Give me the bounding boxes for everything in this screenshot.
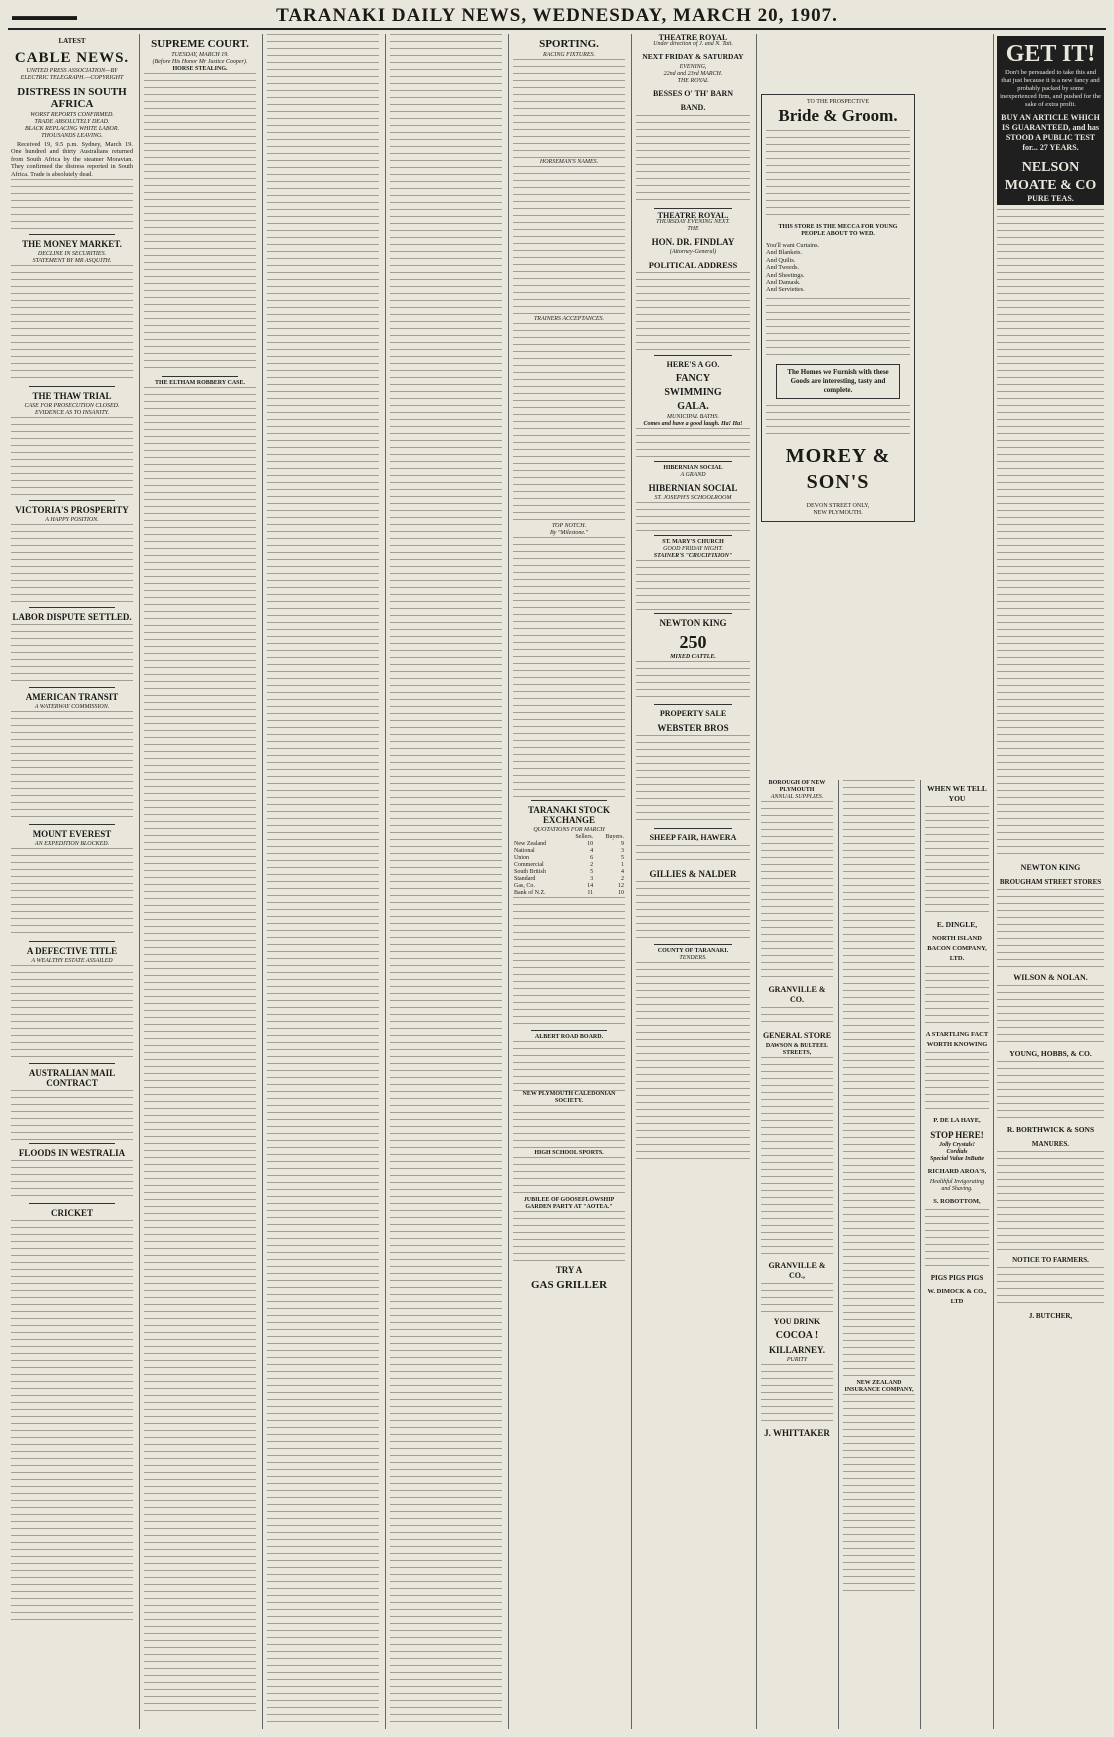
article-heading: DISTRESS IN SOUTH AFRICA (17, 86, 127, 110)
case-title: THE ELTHAM ROBBERY CASE. (154, 380, 246, 386)
ad-line: EVENING, (679, 64, 707, 70)
ad-title: E. DINGLE, (936, 920, 978, 929)
article-text-block (11, 265, 133, 383)
article-heading: VICTORIA'S PROSPERITY (15, 505, 129, 516)
article-text-block (390, 34, 502, 1724)
ad-title: ST. MARY'S CHURCH (662, 539, 724, 545)
column-header: Sellers. (575, 834, 594, 840)
ad-heading: HIBERNIAN SOCIAL (648, 483, 738, 493)
article-text-block (513, 1211, 625, 1261)
page-marker: ▬▬▬▬▬ (12, 8, 77, 23)
ad-heading: HON. DR. FINDLAY (651, 237, 735, 247)
table-row: Gas, Co. 14 12 (514, 883, 624, 889)
article-text-block (11, 524, 133, 604)
column-small-ads (922, 780, 992, 1729)
ad-title: HIBERNIAN SOCIAL (663, 465, 723, 471)
ad-text-block (761, 1283, 833, 1313)
ad-line: THURSDAY EVENING NEXT. (656, 219, 730, 225)
ad-title: PROPERTY SALE (659, 709, 727, 718)
table-row: Commercial 2 1 (514, 862, 624, 868)
article-body: Received 19, 9.5 p.m. Sydney, March 19. One hundred and thirty Australians returned from South Africa by the steamer Moravian. They confirmed the distress reported in South Africa. Trade is absolutely dead. (11, 141, 133, 178)
subheading: RACING FIXTURES. (543, 52, 595, 58)
section-title: CABLE NEWS. (14, 50, 130, 66)
ad-title: RICHARD AROA'S, (927, 1168, 987, 1175)
section-title: SPORTING. (539, 38, 599, 50)
subheading: HORSEMAN'S NAMES. (539, 159, 599, 165)
column-cable-news (8, 34, 136, 1729)
article-text-block (513, 1105, 625, 1150)
ad-line: The Homes we Furnish with these Goods are interesting, tasty and complete. (776, 364, 900, 399)
ad-text-block (843, 1394, 915, 1594)
ad-title: COUNTY OF TARANAKI. (657, 948, 729, 954)
notice-heading: GARDEN PARTY AT "AOTEA." (525, 1204, 613, 1210)
ad-line: Jolly Crystals! (939, 1142, 975, 1148)
masthead (8, 4, 1106, 30)
article-text-block (144, 73, 256, 373)
ad-text-block (636, 115, 750, 205)
ad-text-block (925, 1209, 989, 1269)
ad-line: DAWSON & BULTEEL STREETS, (765, 1043, 829, 1056)
ad-title: THEATRE ROYAL (658, 34, 728, 42)
classified-text-block (997, 889, 1104, 969)
article-subheading: TRADE ABSOLUTELY DEAD. (34, 119, 110, 125)
ad-line: THE (687, 226, 699, 232)
ad-text-block (636, 735, 750, 825)
article-text-block (11, 848, 133, 938)
ad-heading: BESSES O' TH' BARN (652, 89, 734, 98)
ad-text-block (636, 428, 750, 458)
ad-line: Under direction of J. and N. Tait. (653, 41, 733, 47)
table-row: South British 5 4 (514, 869, 624, 875)
subtitle: UNITED PRESS ASSOCIATION—BY (26, 68, 118, 74)
article-text-block (11, 624, 133, 684)
ad-title: BOROUGH OF NEW PLYMOUTH (768, 780, 826, 793)
article-heading: THE THAW TRIAL (32, 391, 112, 402)
ad-heading: COCOA ! (775, 1330, 819, 1341)
ad-line: Don't be persuaded to take this and that just because it is a new fancy and probably packed by some inexperienced firm, and pushed for the sake of extra profit. (1000, 69, 1101, 108)
ad-text-block (761, 801, 833, 981)
article-text-block (513, 897, 625, 1027)
ad-text-block (766, 130, 910, 220)
article-text-block (513, 537, 625, 797)
ad-title: GRANVILLE & CO. (768, 985, 826, 1004)
table-row: Standard 3 2 (514, 876, 624, 882)
ad-title: J. WHITTAKER (764, 1428, 830, 1438)
list-item: And Serviettes. (766, 286, 805, 294)
subheading: TRAINERS ACCEPTANCES. (533, 316, 605, 322)
ad-line: STAINER'S "CRUCIFIXION" (653, 553, 733, 559)
ad-heading: YOU DRINK (773, 1317, 821, 1326)
article-text-block (11, 179, 133, 231)
ad-line: A GRAND (680, 472, 706, 478)
ad-line: MUNICIPAL BATHS. (667, 414, 719, 420)
stock-table (513, 834, 625, 897)
ad-line: (Attorney-General) (669, 249, 717, 255)
nelson-logo: NELSON MOATE & CO (1004, 160, 1097, 193)
ad-title: THEATRE ROYAL. (657, 211, 729, 220)
column-entertainment-ads (633, 34, 753, 1729)
column-morey-ad (758, 34, 918, 634)
ad-text-block (761, 1057, 833, 1257)
column-court-continued-2 (387, 34, 505, 1729)
ad-heading: FANCY (675, 373, 711, 384)
newspaper-title: TARANAKI DAILY NEWS, WEDNESDAY, MARCH 20, 1907. (276, 5, 838, 26)
article-subheading: A WEALTHY ESTATE ASSAILED (31, 958, 113, 965)
ad-line: TRY A (555, 1265, 583, 1275)
article-text-block (513, 323, 625, 523)
ad-line: Special Value InButte (929, 1156, 984, 1162)
ad-heading: PIGS PIGS PIGS (930, 1274, 984, 1282)
list-item: And Sheetings. (766, 271, 805, 279)
column-borough (758, 780, 836, 1729)
ad-title: NEWTON KING (659, 618, 727, 628)
article-subheading: A HAPPY POSITION. (45, 517, 99, 524)
morey-advert (761, 94, 915, 522)
article-heading: LABOR DISPUTE SETTLED. (12, 612, 132, 623)
ad-line: THIS STORE IS THE MECCA FOR YOUNG PEOPLE ABOUT TO WED. (778, 224, 898, 237)
ad-line: GOOD FRIDAY NIGHT. (663, 546, 723, 552)
ad-heading: WEBSTER BROS (657, 723, 729, 733)
ad-line: TO THE PROSPECTIVE (806, 99, 870, 105)
ad-title: R. BORTHWICK & SONS (1006, 1125, 1095, 1134)
article-subheading: STATEMENT BY MR ASQUITH. (32, 258, 112, 265)
morey-logo: MOREY & SON'S (785, 444, 891, 493)
getit-advert (997, 36, 1104, 205)
ad-text-block (766, 298, 910, 358)
article-text-block (11, 1090, 133, 1140)
article-text-block (267, 34, 379, 1724)
notice-heading: ALBERT ROAD BOARD. (534, 1034, 604, 1040)
ad-heading: GALA. (677, 401, 709, 412)
ad-title: S. ROBOTTOM, (933, 1198, 981, 1205)
ad-title: HERE'S A GO. (666, 360, 720, 369)
ad-title: SHEEP FAIR, HAWERA (649, 833, 737, 842)
ad-heading: GAS GRILLER (530, 1279, 608, 1291)
ad-title: BROUGHAM STREET STORES (999, 878, 1102, 886)
ad-title: P. DE LA HAYE, (933, 1117, 981, 1124)
article-text-block (513, 1041, 625, 1091)
classified-text-block (997, 209, 1104, 859)
article-subheading: THOUSANDS LEAVING. (41, 133, 103, 139)
article-text-block (11, 965, 133, 1060)
classified-text-block (997, 985, 1104, 1045)
ad-heading: GENERAL STORE (762, 1031, 832, 1040)
ad-text-block (843, 780, 915, 1380)
ad-title: NEWTON KING (1020, 863, 1081, 872)
ad-title: YOUNG, HOBBS, & CO. (1009, 1049, 1092, 1058)
article-text-block (11, 1220, 133, 1620)
ad-heading: NEXT FRIDAY & SATURDAY (642, 52, 744, 61)
ad-line: PURITY (786, 1357, 808, 1363)
ad-title: Bride & Groom. (778, 106, 898, 125)
ad-title: NOTICE TO FARMERS. (1012, 1256, 1089, 1264)
article-subheading: WORST REPORTS CONFIRMED. (30, 112, 114, 118)
table-row: Union 6 5 (514, 855, 624, 861)
ad-line: Cordials (946, 1149, 968, 1155)
case-title: HORSE STEALING. (172, 66, 228, 72)
ad-title: WILSON & NOLAN. (1013, 973, 1088, 982)
column-sporting (510, 34, 628, 1729)
ad-text-block (636, 272, 750, 352)
ad-line: Healthful Invigorating and Shaving. (929, 1179, 985, 1192)
ad-title: WHEN WE TELL YOU (927, 784, 987, 803)
article-subheading: BLACK REPLACING WHITE LABOR. (25, 126, 119, 132)
ad-title: W. DIMOCK & CO., LTD (927, 1288, 987, 1305)
list-item: You'll want Curtains. (766, 242, 820, 249)
article-subheading: DECLINE IN SECURITIES. (37, 251, 107, 258)
article-heading: MOUNT EVEREST (32, 829, 112, 840)
list-item: And Blankets. (766, 249, 803, 257)
subtitle: ELECTRIC TELEGRAPH.—COPYRIGHT (20, 75, 124, 81)
ad-text-block (636, 661, 750, 701)
notice-heading: NEW PLYMOUTH CALEDONIAN SOCIETY. (522, 1091, 616, 1104)
classified-text-block (997, 1061, 1104, 1121)
ad-text-block (636, 502, 750, 532)
ad-text-block (925, 1052, 989, 1112)
list-item: And Damask. (766, 279, 801, 287)
ad-title: GET IT! (1005, 41, 1096, 67)
ad-title: GILLIES & NALDER (649, 869, 737, 879)
ad-text-block (925, 966, 989, 1026)
column-court-continued (264, 34, 382, 1729)
ad-heading: STOP HERE! (930, 1130, 984, 1140)
article-heading: A DEFECTIVE TITLE (26, 946, 118, 957)
table-header (513, 834, 625, 841)
ad-line: ST. JOSEPH'S SCHOOLROOM (654, 495, 732, 501)
article-text-block (11, 1160, 133, 1200)
dateline: TUESDAY, MARCH 19. (171, 52, 229, 58)
kicker: LATEST (58, 37, 86, 45)
table-row: National 4 3 (514, 848, 624, 854)
article-text-block (513, 166, 625, 316)
ad-line: MIXED CATTLE. (670, 654, 716, 660)
items-list (766, 242, 910, 294)
ad-line: 22nd and 23rd MARCH. (663, 71, 723, 77)
ad-title: A STARTLING FACT WORTH KNOWING (925, 1031, 989, 1048)
ad-line: NEW PLYMOUTH. (813, 509, 863, 516)
ad-line: BUY AN ARTICLE WHICH IS GUARANTEED, and has STOOD A PUBLIC TEST for... 27 YEARS. (1001, 113, 1100, 152)
ad-title: GRANVILLE & CO., (768, 1261, 826, 1280)
ad-text-block (761, 1364, 833, 1424)
ad-title: NEW ZEALAND INSURANCE COMPANY, (844, 1380, 914, 1393)
list-item: And Tweeds. (766, 264, 800, 272)
article-heading: CRICKET (50, 1208, 93, 1219)
classified-text-block (997, 1267, 1104, 1307)
article-text-block (144, 387, 256, 1717)
article-heading: THE MONEY MARKET. (22, 239, 122, 250)
byline: By "Milestone." (549, 530, 589, 536)
ad-heading: MANURES. (1031, 1140, 1070, 1148)
article-subheading: AN EXPEDITION BLOCKED. (34, 841, 110, 848)
column-nz-insurance (840, 780, 918, 1729)
ad-text-block (761, 1007, 833, 1027)
ad-heading: SWIMMING (664, 387, 722, 398)
ad-line: ANNUAL SUPPLIES. (770, 794, 824, 800)
ad-line: PURE TEAS. (1027, 194, 1074, 203)
stock-exchange-heading: TARANAKI STOCK EXCHANGE (528, 805, 610, 825)
ad-text-block (636, 560, 750, 610)
ad-text-block (636, 962, 750, 1162)
article-text-block (513, 59, 625, 159)
article-subheading: A WATERWAY COMMISSION. (34, 704, 110, 711)
table-row: Bank of N.Z. 11 10 (514, 890, 624, 896)
column-classifieds (995, 34, 1106, 1729)
list-item: And Quilts. (766, 256, 796, 264)
ad-number: 250 (679, 632, 707, 652)
notice-heading: HIGH SCHOOL SPORTS. (534, 1150, 604, 1156)
article-text-block (11, 711, 133, 821)
ad-text-block (766, 405, 910, 435)
ad-text-block (925, 806, 989, 916)
article-heading: AUSTRALIAN MAIL CONTRACT (28, 1068, 116, 1089)
table-row: New Zealand 10 9 (514, 841, 624, 847)
ad-heading: KILLARNEY. (769, 1345, 825, 1355)
article-heading: FLOODS IN WESTRALIA (18, 1148, 126, 1159)
column-header: Buyers. (605, 834, 624, 840)
ad-line: TENDERS. (679, 955, 707, 961)
column-supreme-court (141, 34, 259, 1729)
presiding-judge: (Before His Honor Mr Justice Cooper). (152, 59, 248, 65)
notice-heading: JUBILEE OF GOOSEFLOWSHIP (523, 1197, 615, 1203)
classified-text-block (997, 1151, 1104, 1251)
subheading: TOP NOTCH. (551, 523, 587, 529)
stock-subheading: QUOTATIONS FOR MARCH (533, 827, 605, 833)
ad-heading: POLITICAL ADDRESS (648, 260, 738, 270)
ad-heading: BAND. (680, 103, 706, 112)
ad-line: Comes and have a good laugh. Ha! Ha! (643, 421, 743, 427)
ad-title: NORTH ISLAND BACON COMPANY, LTD. (927, 935, 987, 962)
ad-line: DEVON STREET ONLY, (806, 502, 870, 509)
article-text-block (11, 417, 133, 497)
ad-text-block (636, 845, 750, 865)
article-subheading: EVIDENCE AS TO INSANITY. (35, 410, 109, 417)
ad-title: J. BUTCHER, (1028, 1312, 1073, 1320)
section-title: SUPREME COURT. (151, 38, 249, 50)
article-text-block (513, 1157, 625, 1197)
ad-line: THE ROYAL (677, 78, 709, 84)
article-subheading: CASE FOR PROSECUTION CLOSED. (24, 403, 120, 410)
article-heading: AMERICAN TRANSIT (25, 692, 119, 703)
ad-text-block (636, 881, 750, 941)
